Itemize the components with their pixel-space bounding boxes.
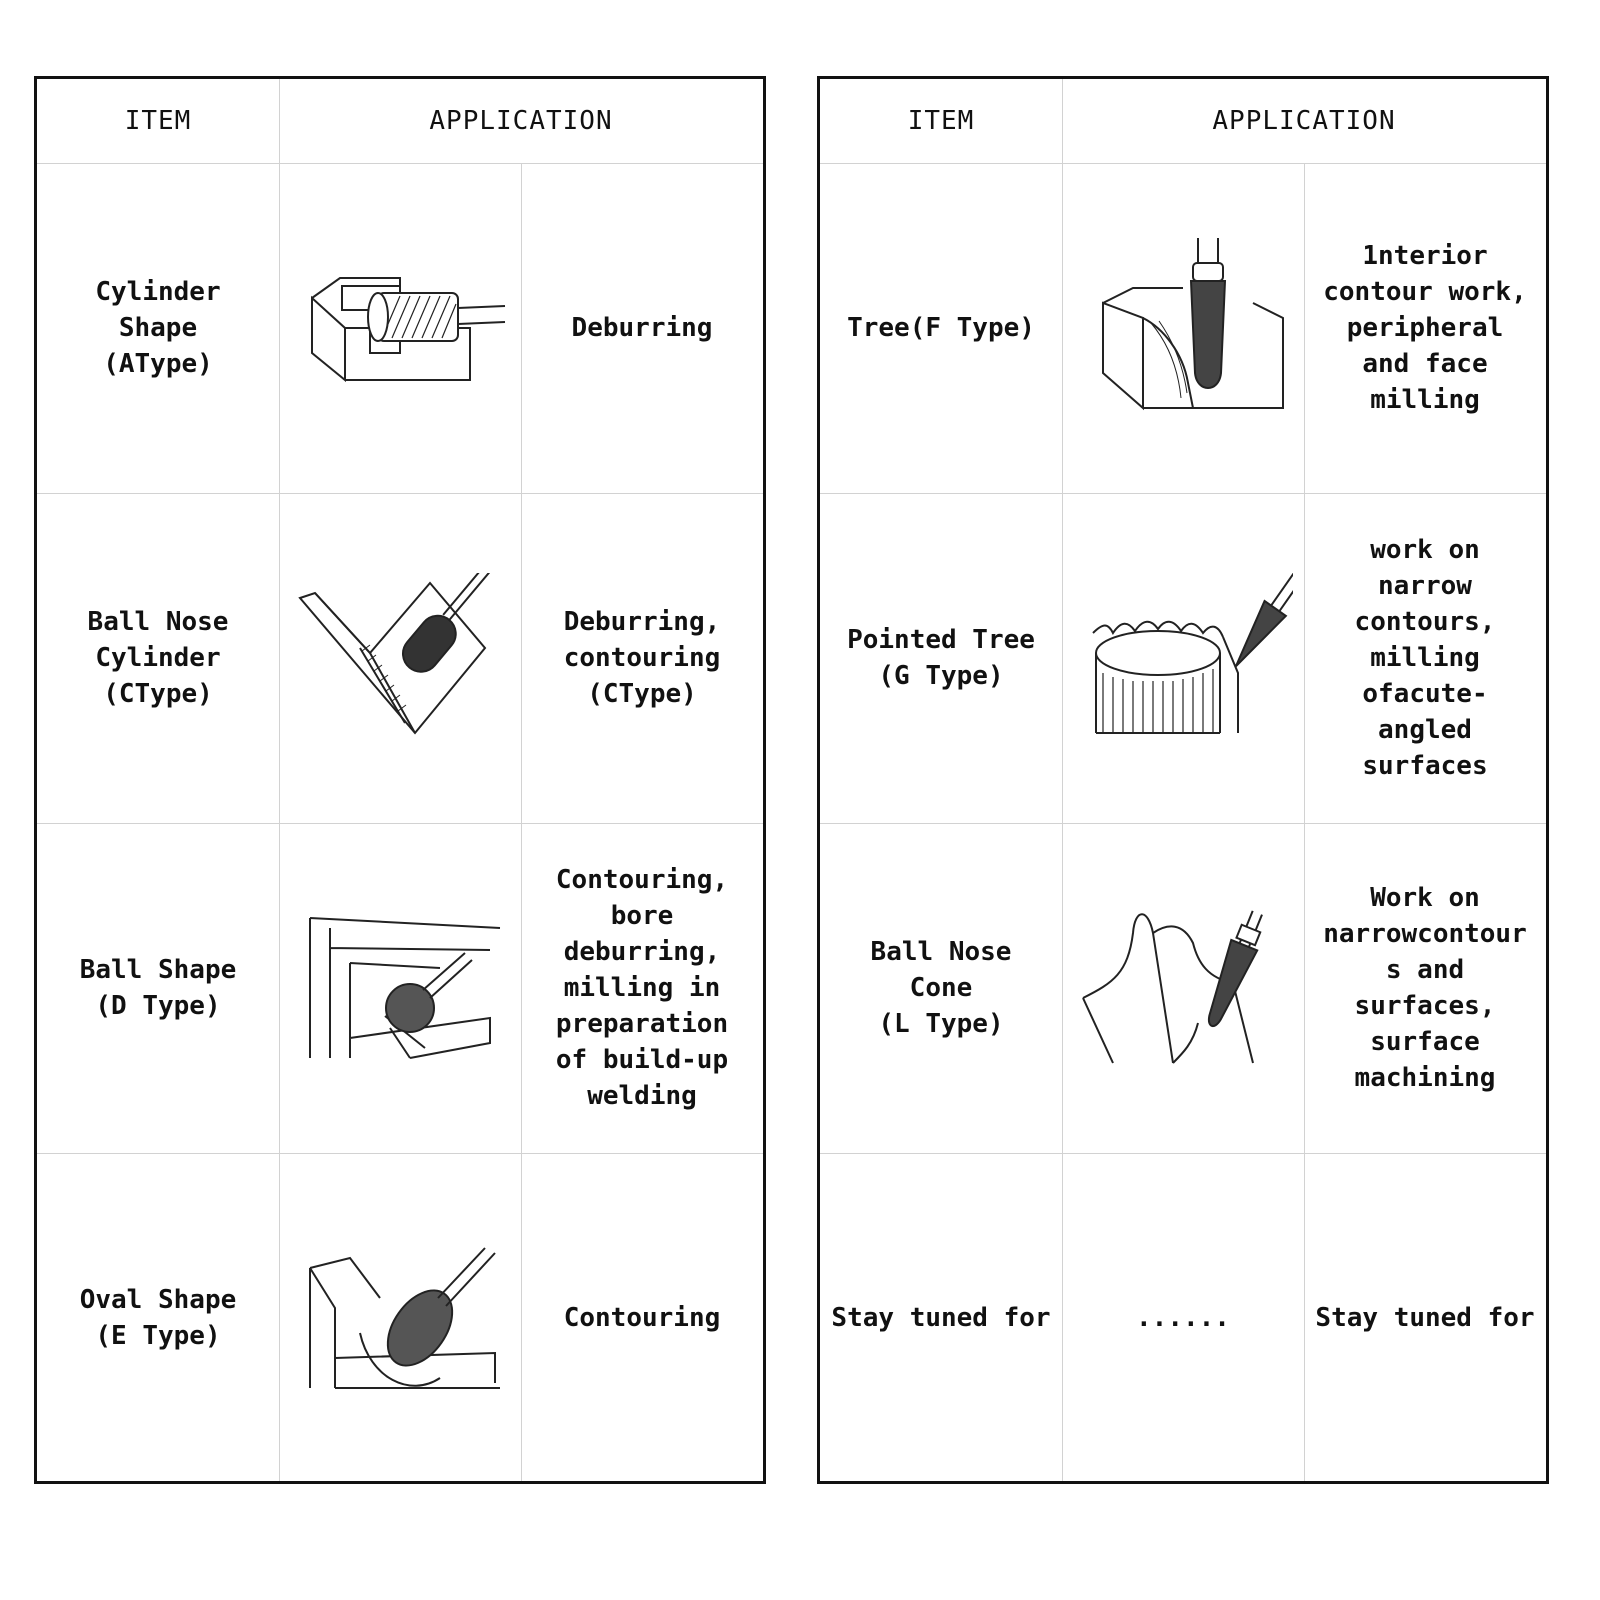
header-item: ITEM (124, 106, 192, 136)
cylinder-burr-illustration (279, 163, 521, 493)
application-cell: Contouring, bore deburring, milling in preparation of build-up welding (555, 865, 729, 1111)
item-cell: Oval Shape (E Type) (79, 1285, 237, 1351)
application-cell: Stay tuned for (1315, 1303, 1535, 1333)
application-cell: Work on narrowcontour s and surfaces, surface machining (1323, 883, 1527, 1093)
application-cell: Deburring (571, 313, 713, 343)
pointed-tree-burr-illustration (1062, 493, 1304, 823)
item-cell: Ball Nose Cylinder (CType) (87, 607, 229, 709)
left-table (34, 76, 766, 1484)
item-cell: Cylinder Shape (AType) (95, 277, 221, 379)
header-application: APPLICATION (429, 106, 613, 136)
header-application: APPLICATION (1212, 106, 1396, 136)
application-cell: work on narrow contours, milling ofacute- angled surfaces (1354, 535, 1496, 781)
oval-burr-illustration (279, 1153, 521, 1483)
right-table (817, 76, 1549, 1484)
item-cell: Stay tuned for (831, 1303, 1051, 1333)
item-cell: Tree(F Type) (847, 313, 1035, 343)
application-cell: Deburring, contouring (CType) (563, 607, 721, 709)
application-cell: Contouring (563, 1303, 721, 1333)
ball-nose-cylinder-burr-illustration (279, 493, 521, 823)
item-cell: Ball Shape (D Type) (79, 955, 237, 1021)
tree-burr-illustration (1062, 163, 1304, 493)
item-cell: Ball Nose Cone (L Type) (870, 937, 1012, 1039)
placeholder-dots: ...... (1136, 1303, 1230, 1333)
header-item: ITEM (907, 106, 975, 136)
ball-nose-cone-burr-illustration (1062, 823, 1304, 1153)
ball-burr-illustration (279, 823, 521, 1153)
application-cell: 1nterior contour work, peripheral and face milling (1323, 241, 1527, 415)
item-cell: Pointed Tree (G Type) (847, 625, 1035, 691)
